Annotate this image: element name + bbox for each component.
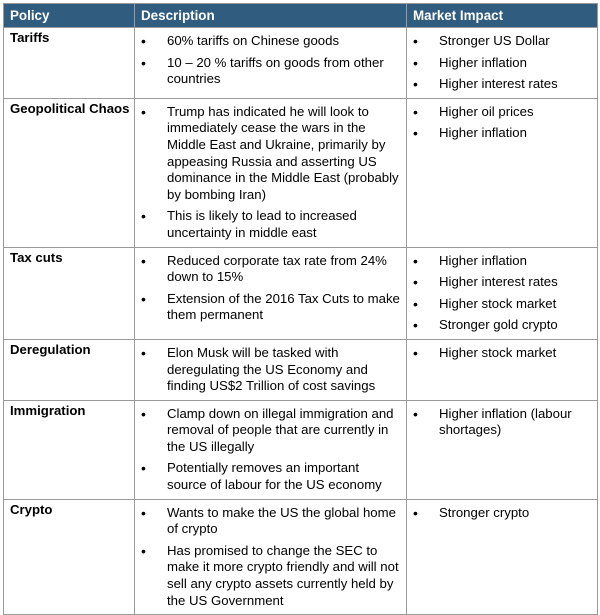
description-cell [135,400,407,499]
list-item: • 60% tariffs on Chinese goods [141,33,402,50]
description-cell [135,339,407,400]
list-item: • Elon Musk will be tasked with deregulating the US Economy and finding US$2 Trillion of cost savings [141,345,402,395]
list-item: • Higher stock market [413,296,593,313]
header-row [4,4,598,28]
header-market-impact: Market Impact [407,4,598,28]
list-item: • Reduced corporate tax rate from 24% down to 15% [141,253,402,286]
list-item: • Higher stock market [413,345,593,362]
table-row-crypto [4,499,598,615]
policy-cell: Tax cuts [4,247,135,339]
list-item: • Has promised to change the SEC to make it more crypto friendly and will not sell any crypto assets currently held by the US Government [141,543,402,609]
list-item: • Higher inflation [413,55,593,72]
list-item: • Trump has indicated he will look to immediately cease the wars in the Middle East and Ukraine, primarily by appeasing Russia and asserting US dominance in the Middle East (probably by bombing Iran) [141,104,402,204]
impact-cell [407,28,598,99]
list-item: • Higher oil prices [413,104,593,121]
table-row-tariffs [4,28,598,99]
table-header [4,4,598,28]
list-item: • Higher inflation [413,125,593,142]
impact-cell [407,98,598,247]
list-item: • Stronger gold crypto [413,317,593,334]
impact-cell [407,499,598,615]
policy-table [3,3,598,615]
list-item: • Higher interest rates [413,76,593,93]
list-item: • 10 – 20 % tariffs on goods from other countries [141,55,402,88]
description-cell [135,28,407,99]
impact-cell [407,400,598,499]
policy-cell: Tariffs [4,28,135,99]
policy-cell: Geopolitical Chaos [4,98,135,247]
table-row-geopolitical [4,98,598,247]
list-item: • Extension of the 2016 Tax Cuts to make them permanent [141,291,402,324]
list-item: • Higher inflation (labour shortages) [413,406,593,439]
policy-cell: Deregulation [4,339,135,400]
policy-cell: Immigration [4,400,135,499]
impact-cell [407,247,598,339]
list-item: • Stronger crypto [413,505,593,522]
header-description: Description [135,4,407,28]
list-item: • Potentially removes an important source of labour for the US economy [141,460,402,493]
description-cell [135,247,407,339]
description-cell [135,98,407,247]
list-item: • Stronger US Dollar [413,33,593,50]
list-item: • Higher interest rates [413,274,593,291]
table-row-tax-cuts [4,247,598,339]
list-item: • This is likely to lead to increased uncertainty in middle east [141,208,402,241]
list-item: • Wants to make the US the global home of crypto [141,505,402,538]
table-row-deregulation [4,339,598,400]
description-cell [135,499,407,615]
list-item: • Clamp down on illegal immigration and removal of people that are currently in the US illegally [141,406,402,456]
header-policy: Policy [4,4,135,28]
table-row-immigration [4,400,598,499]
impact-cell [407,339,598,400]
policy-cell: Crypto [4,499,135,615]
list-item: • Higher inflation [413,253,593,270]
